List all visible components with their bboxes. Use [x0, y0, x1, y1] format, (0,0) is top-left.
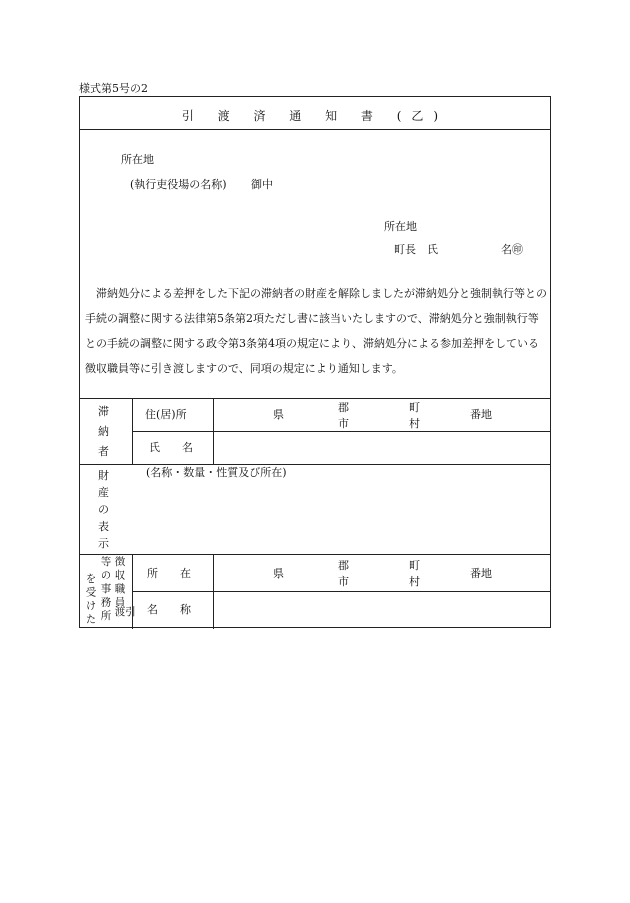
delinquent-section-char-3: 者 — [98, 445, 109, 458]
address-banchi: 番地 — [470, 408, 492, 421]
transferee-section-col1: 徴収職員 — [113, 556, 126, 610]
address-prefecture: 県 — [273, 408, 284, 421]
transferee-name-label: 名 称 — [147, 603, 191, 616]
address-gun: 郡 — [338, 401, 349, 414]
transferee-address-shi: 市 — [338, 575, 349, 588]
transferee-top-line — [80, 554, 550, 555]
transferee-address-gun: 郡 — [338, 559, 349, 572]
title-divider — [80, 129, 550, 130]
transferee-address-machi: 町 — [409, 559, 420, 572]
transferee-row-divider — [132, 591, 550, 592]
property-top-line — [80, 464, 550, 465]
addressee-office-name-label: (執行吏役場の名称) — [130, 178, 227, 191]
table-top-line — [80, 398, 550, 399]
transferee-section-col3: 引渡 — [113, 606, 136, 620]
address-mura: 村 — [409, 417, 420, 430]
transferee-section-col4: を受けた — [84, 573, 97, 627]
address-machi: 町 — [409, 401, 420, 414]
transferee-section-col2: 等の事務所 — [99, 556, 112, 624]
delinquent-section-char-2: 納 — [98, 425, 109, 438]
transferee-field-divider — [213, 554, 214, 629]
property-section-char-1: 財 — [98, 469, 109, 482]
delinquent-label-divider — [132, 398, 133, 464]
address-shi: 市 — [338, 417, 349, 430]
delinquent-row-divider — [132, 431, 550, 432]
delinquent-address-label: 住(居)所 — [145, 408, 187, 421]
sender-location-label: 所在地 — [384, 220, 417, 233]
property-section-char-2: 産 — [98, 486, 109, 499]
notice-form — [79, 96, 551, 628]
property-description-note: (名称・数量・性質及び所在) — [146, 466, 287, 479]
transferee-address-banchi: 番地 — [470, 567, 492, 580]
property-section-char-3: の — [98, 503, 109, 516]
addressee-location-label: 所在地 — [121, 153, 154, 166]
property-section-char-4: 表 — [98, 520, 109, 533]
form-title: 引 渡 済 通 知 書 (乙) — [181, 109, 449, 123]
delinquent-field-divider — [213, 398, 214, 464]
form-number: 様式第5号の2 — [79, 82, 148, 95]
sender-seal-label: 名㊞ — [501, 243, 523, 256]
notice-body-text: 滞納処分による差押をした下記の滞納者の財産を解除しましたが滞納処分と強制執行等との手続の調整に関する法律第5条第2項ただし書に該当いたしますので、滞納処分と強制執行等との手続の調整に関する政令第3条第4項の規定により、滞納処分による参加差押をしている徴収職員等に引き渡しますので、同項の規定により通知します。 — [85, 287, 547, 375]
sender-mayor-label: 町長 氏 — [394, 243, 438, 256]
property-section-char-5: 示 — [98, 537, 109, 550]
delinquent-name-label: 氏 名 — [149, 441, 193, 454]
transferee-address-prefecture: 県 — [273, 567, 284, 580]
transferee-address-mura: 村 — [409, 575, 420, 588]
transferee-location-label: 所 在 — [147, 567, 191, 580]
delinquent-section-char-1: 滞 — [98, 405, 109, 418]
addressee-honorific: 御中 — [251, 178, 273, 191]
